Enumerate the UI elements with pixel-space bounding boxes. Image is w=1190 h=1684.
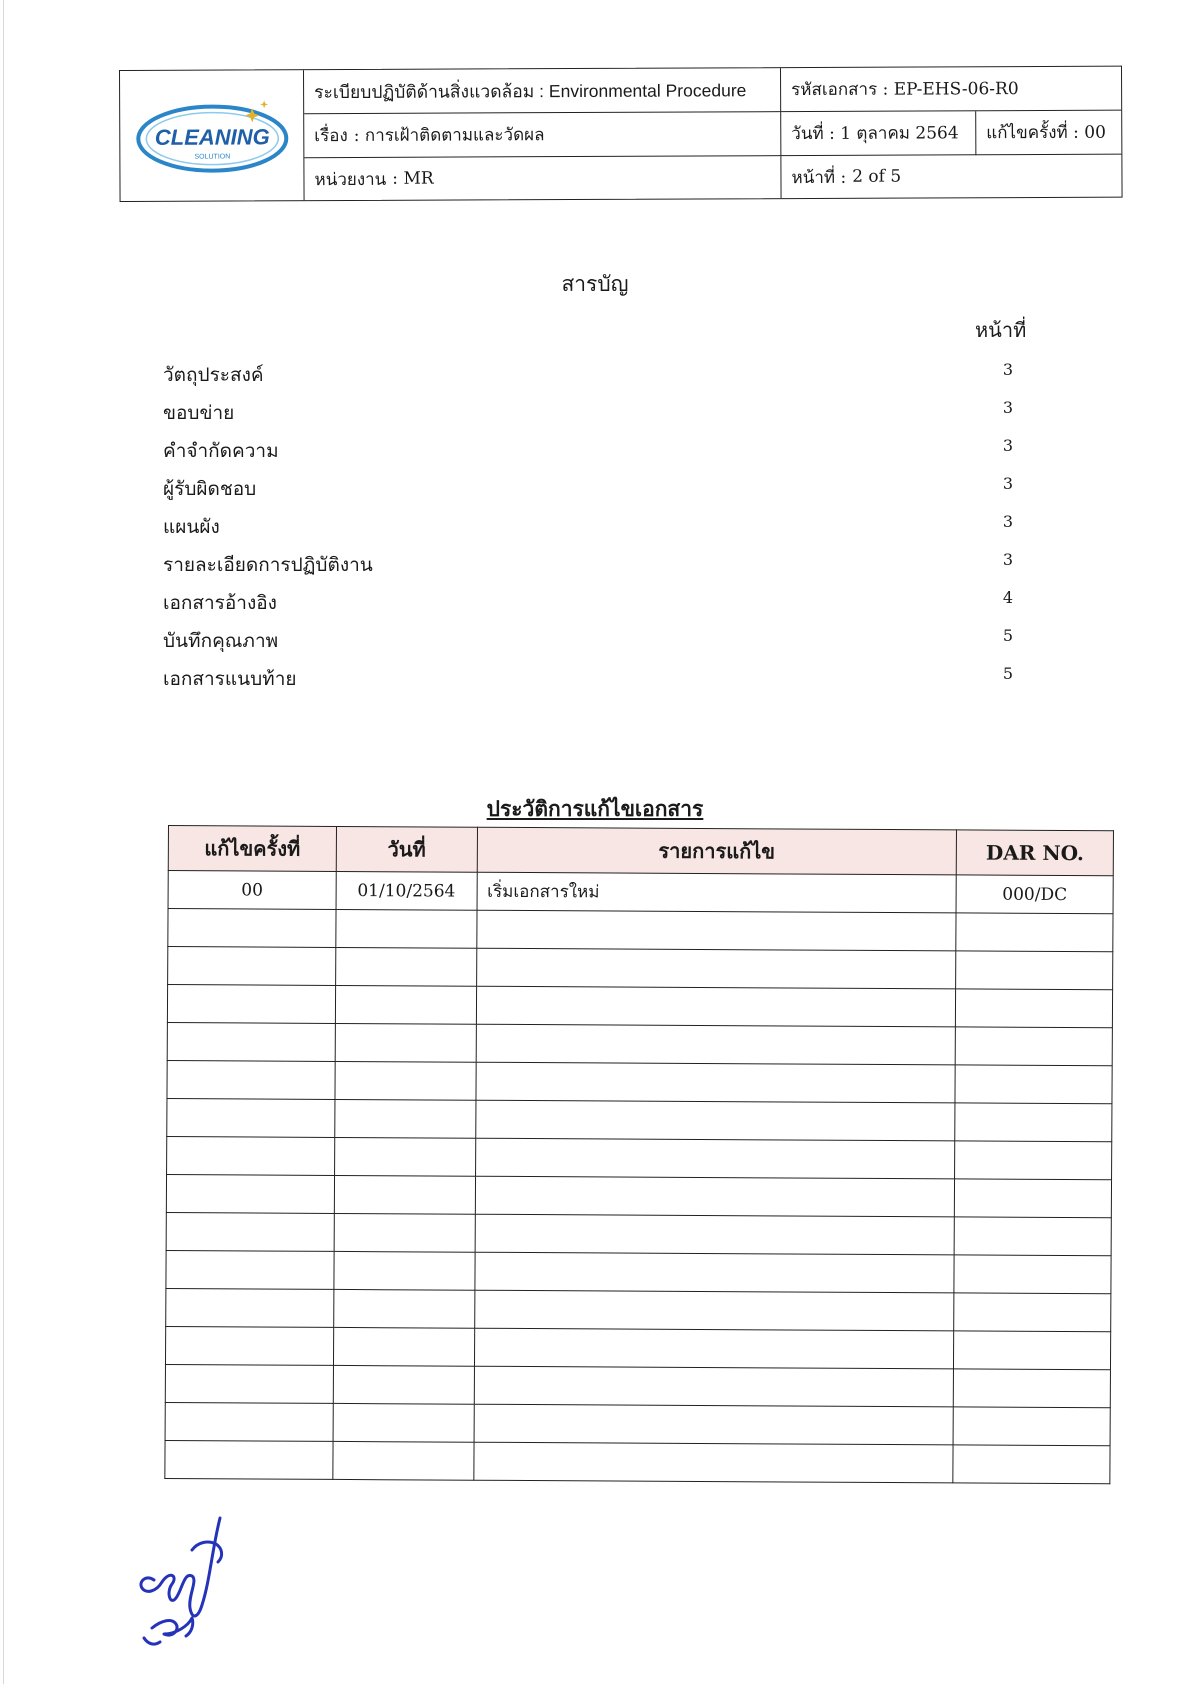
dar-no-cell xyxy=(956,951,1113,990)
revision-cell xyxy=(165,1326,333,1365)
dar-no-cell xyxy=(956,913,1113,952)
toc-item-page: 5 xyxy=(1002,625,1014,645)
revision-cell xyxy=(167,1098,335,1137)
toc-item xyxy=(163,546,1023,584)
procedure-title: ระเบียบปฏิบัติด้านสิ่งแวดล้อม : Environmental Procedure xyxy=(304,68,781,114)
revision-cell xyxy=(165,1402,333,1441)
table-row xyxy=(166,1212,1111,1255)
revision-cell xyxy=(167,1022,335,1061)
signature-icon xyxy=(132,1510,242,1660)
toc-item-page: 3 xyxy=(1002,359,1014,379)
changes-cell xyxy=(475,1100,955,1141)
subject-label: เรื่อง xyxy=(314,126,348,147)
dar-no-cell xyxy=(955,1065,1112,1104)
dar-no-cell xyxy=(953,1369,1110,1408)
company-logo xyxy=(120,70,305,201)
date-cell xyxy=(334,1251,475,1290)
table-row xyxy=(165,1402,1110,1445)
toc-item-page: 3 xyxy=(1002,397,1014,417)
toc-list xyxy=(163,356,1023,698)
table-row xyxy=(167,1022,1112,1065)
dar-no-cell xyxy=(955,1103,1112,1142)
toc-item xyxy=(163,622,1023,660)
dar-no-cell xyxy=(955,1027,1112,1066)
toc-item-label: รายละเอียดการปฏิบัติงาน xyxy=(163,554,373,576)
date-cell: 01/10/2564 xyxy=(336,871,477,910)
revision-cell xyxy=(166,1288,334,1327)
logo-wordmark: CLEANING xyxy=(154,124,270,150)
toc-item-label: ผู้รับผิดชอบ xyxy=(163,478,257,500)
changes-cell xyxy=(476,986,956,1027)
changes-cell xyxy=(474,1290,954,1331)
changes-cell xyxy=(476,910,956,951)
toc-item xyxy=(163,356,1023,394)
changes-cell xyxy=(474,1366,954,1407)
date-cell xyxy=(336,909,477,948)
toc-item xyxy=(163,584,1023,622)
department-value: : MR xyxy=(392,168,434,189)
dar-no-cell xyxy=(954,1255,1111,1294)
dar-no-cell: 000/DC xyxy=(956,875,1113,914)
revision-number: แก้ไขครั้งที่ : 00 xyxy=(976,111,1121,156)
sparkle-icon xyxy=(260,100,268,108)
date-cell xyxy=(334,1213,475,1252)
toc-item-page: 5 xyxy=(1002,663,1014,683)
date-cell xyxy=(333,1365,474,1404)
table-row xyxy=(165,1364,1110,1407)
changes-cell xyxy=(473,1442,953,1483)
toc-item-page: 3 xyxy=(1002,549,1014,569)
revision-history-table xyxy=(164,825,1114,1484)
toc-item-label: วัตถุประสงค์ xyxy=(163,364,264,386)
table-row xyxy=(167,985,1112,1028)
revision-cell xyxy=(168,909,336,948)
table-row xyxy=(168,871,1113,914)
date-cell xyxy=(334,1137,475,1176)
date-cell xyxy=(335,985,476,1024)
toc-item-label: แผนผัง xyxy=(163,516,220,538)
changes-cell xyxy=(476,1024,956,1065)
date-cell xyxy=(336,947,477,986)
department-field xyxy=(304,156,781,200)
table-header-row xyxy=(168,826,1113,876)
changes-cell: เริ่มเอกสารใหม่ xyxy=(477,872,957,913)
revision-table-body xyxy=(165,871,1113,1484)
department-label: หน่วยงาน xyxy=(314,169,387,190)
toc-item-page: 3 xyxy=(1002,473,1014,493)
dar-no-cell xyxy=(953,1445,1110,1484)
toc-item-page: 3 xyxy=(1002,435,1014,455)
toc-item xyxy=(163,470,1023,508)
column-header-dar-no: DAR NO. xyxy=(956,830,1113,876)
changes-cell xyxy=(474,1404,954,1445)
toc-item-page: 4 xyxy=(1002,587,1014,607)
table-row xyxy=(167,1136,1112,1179)
changes-cell xyxy=(474,1252,954,1293)
dar-no-cell xyxy=(956,989,1113,1028)
column-header-date: วันที่ xyxy=(336,826,477,872)
table-row xyxy=(168,947,1113,990)
table-row xyxy=(166,1250,1111,1293)
date-cell xyxy=(335,1061,476,1100)
date-cell xyxy=(333,1327,474,1366)
table-row xyxy=(168,909,1113,952)
document-code: รหัสเอกสาร : EP-EHS-06-R0 xyxy=(781,67,1121,112)
dar-no-cell xyxy=(954,1331,1111,1370)
revision-history-title: ประวัติการแก้ไขเอกสาร xyxy=(486,796,704,821)
date-cell xyxy=(334,1289,475,1328)
page-number-field xyxy=(781,155,1121,198)
changes-cell xyxy=(476,948,956,989)
changes-cell xyxy=(476,1062,956,1103)
cleaning-solution-logo-icon xyxy=(132,90,292,181)
date-cell xyxy=(333,1403,474,1442)
column-header-revision: แก้ไขครั้งที่ xyxy=(168,826,336,872)
date-cell xyxy=(335,1099,476,1138)
toc-title: สารบัญ xyxy=(561,272,629,296)
document-date: วันที่ : 1 ตุลาคม 2564 xyxy=(781,111,976,156)
toc-item xyxy=(163,660,1023,698)
dar-no-cell xyxy=(954,1293,1111,1332)
table-row xyxy=(166,1174,1111,1217)
table-row xyxy=(165,1326,1110,1369)
toc-item xyxy=(163,394,1023,432)
toc-item-label: เอกสารแนบท้าย xyxy=(163,668,297,690)
subject-value: : การเฝ้าติดตามและวัดผล xyxy=(353,125,545,146)
revision-cell xyxy=(167,1060,335,1099)
revision-cell xyxy=(167,985,335,1024)
table-row xyxy=(167,1060,1112,1103)
date-cell xyxy=(335,1023,476,1062)
revision-cell xyxy=(165,1440,333,1479)
page-label: หน้าที่ : xyxy=(791,167,847,188)
table-row xyxy=(167,1098,1112,1141)
toc-item-label: ขอบข่าย xyxy=(163,402,235,424)
toc-item xyxy=(163,432,1023,470)
revision-cell xyxy=(167,1136,335,1175)
toc-item-label: คำจำกัดความ xyxy=(163,440,279,462)
document-header xyxy=(119,66,1123,202)
table-row xyxy=(165,1440,1110,1483)
toc-item-label: บันทึกคุณภาพ xyxy=(163,630,279,652)
toc-item-page: 3 xyxy=(1002,511,1014,531)
table-row xyxy=(166,1288,1111,1331)
dar-no-cell xyxy=(954,1217,1111,1256)
logo-subtext: SOLUTION xyxy=(193,153,230,161)
toc-item xyxy=(163,508,1023,546)
dar-no-cell xyxy=(953,1407,1110,1446)
page-edge-line xyxy=(3,0,4,1684)
page-value: 2 of 5 xyxy=(852,166,902,187)
changes-cell xyxy=(475,1138,955,1179)
revision-cell xyxy=(166,1212,334,1251)
revision-cell xyxy=(166,1250,334,1289)
dar-no-cell xyxy=(954,1179,1111,1218)
dar-no-cell xyxy=(955,1141,1112,1180)
revision-cell xyxy=(166,1174,334,1213)
toc-page-header: หน้าที่ xyxy=(975,318,1027,342)
revision-cell xyxy=(165,1364,333,1403)
revision-cell: 00 xyxy=(168,871,336,910)
revision-cell xyxy=(168,947,336,986)
subject-field xyxy=(304,112,781,158)
changes-cell xyxy=(475,1176,955,1217)
date-cell xyxy=(333,1441,474,1480)
changes-cell xyxy=(474,1328,954,1369)
toc-item-label: เอกสารอ้างอิง xyxy=(163,592,277,614)
date-cell xyxy=(334,1175,475,1214)
changes-cell xyxy=(475,1214,955,1255)
column-header-changes: รายการแก้ไข xyxy=(477,827,957,875)
